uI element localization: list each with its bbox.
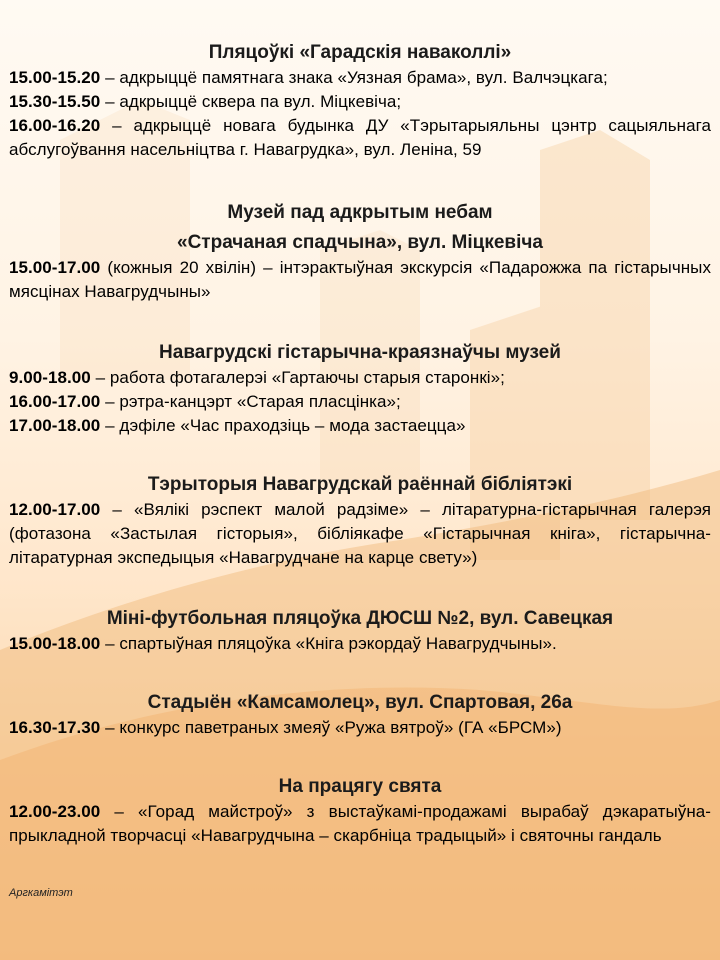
item-time: 16.00-17.00 (9, 392, 101, 411)
item-time: 15.00-15.20 (9, 68, 101, 87)
section-football-field (0, 606, 720, 656)
item-text: – адкрыццё сквера па вул. Міцкевіча; (100, 92, 402, 111)
list-item (9, 414, 711, 438)
list-item (9, 66, 711, 90)
list-item (9, 800, 711, 848)
section-heading: Навагрудскі гістарычна-краязнаўчы музей (159, 342, 561, 363)
item-text: – «Горад майстроў» з выстаўкамі-продажамі вырабаў дэкаратыўна-прыкладной творчасці «Навагрудчына – скарбніца традыцый» і святочны гандаль (9, 802, 711, 845)
list-item (9, 716, 711, 740)
item-text: – адкрыццё памятнага знака «Уязная брама», вул. Валчэцкага; (100, 68, 608, 87)
item-time: 16.00-16.20 (9, 116, 101, 135)
item-time: 15.00-17.00 (9, 258, 101, 277)
item-time: 12.00-23.00 (9, 802, 101, 821)
section-heading: Музей пад адкрытым небам (227, 202, 493, 223)
item-time: 15.30-15.50 (9, 92, 101, 111)
item-time: 9.00-18.00 (9, 368, 91, 387)
item-text: (кожныя 20 хвілін) – інтэрактыўная экскурсія «Падарожжа па гістарычных мясцінах Навагрудчыны» (9, 258, 711, 301)
section-open-air-museum (0, 200, 720, 304)
section-history-museum (0, 340, 720, 438)
list-item (9, 256, 711, 304)
section-library (0, 472, 720, 570)
list-item (9, 390, 711, 414)
item-text: – конкурс паветраных змеяў «Ружа вятроў» (ГА «БРСМ») (100, 718, 562, 737)
list-item (9, 632, 711, 656)
list-item (9, 90, 711, 114)
section-heading: Міні-футбольная пляцоўка ДЮСШ №2, вул. Савецкая (106, 608, 614, 629)
item-time: 17.00-18.00 (9, 416, 101, 435)
item-text: – работа фотагалерэі «Гартаючы старыя старонкі»; (90, 368, 505, 387)
list-item (9, 366, 711, 390)
item-text: – «Вялікі рэспект малой радзіме» – літаратурна-гістарычная галерэя (фотазона «Застылая гісторыя», бібліякафе «Гістарычная кніга», гістарычна-літаратурная экспедыцыя «Навагрудчане на карце свету») (9, 500, 711, 567)
section-city-surroundings (0, 40, 720, 162)
organizing-committee-note: Аргкамітэт (9, 887, 73, 899)
item-time: 15.00-18.00 (9, 634, 101, 653)
item-text: – рэтра-канцэрт «Старая пласцінка»; (100, 392, 401, 411)
item-text: – спартыўная пляцоўка «Кніга рэкордаў Навагрудчыны». (100, 634, 557, 653)
section-heading: Стадыён «Камсамолец», вул. Спартовая, 26а (147, 692, 573, 713)
list-item (9, 498, 711, 570)
item-time: 16.30-17.30 (9, 718, 101, 737)
section-heading: На працягу свята (278, 776, 442, 797)
item-text: – адкрыццё новага будынка ДУ «Тэрытарыяльны цэнтр сацыяльнага абслугоўвання насельніцтва г. Навагрудка», вул. Леніна, 59 (9, 116, 711, 159)
item-text: – дэфіле «Час праходзіць – мода застаецца» (100, 416, 466, 435)
list-item (9, 114, 711, 162)
section-stadium (0, 690, 720, 740)
section-heading: Пляцоўкі «Гарадскія наваколлі» (208, 42, 512, 63)
section-heading: Тэрыторыя Навагрудскай раённай бібліятэкі (147, 474, 573, 495)
item-time: 12.00-17.00 (9, 500, 101, 519)
section-during-holiday (0, 774, 720, 848)
section-subheading: «Страчаная спадчына», вул. Міцкевіча (177, 232, 543, 253)
